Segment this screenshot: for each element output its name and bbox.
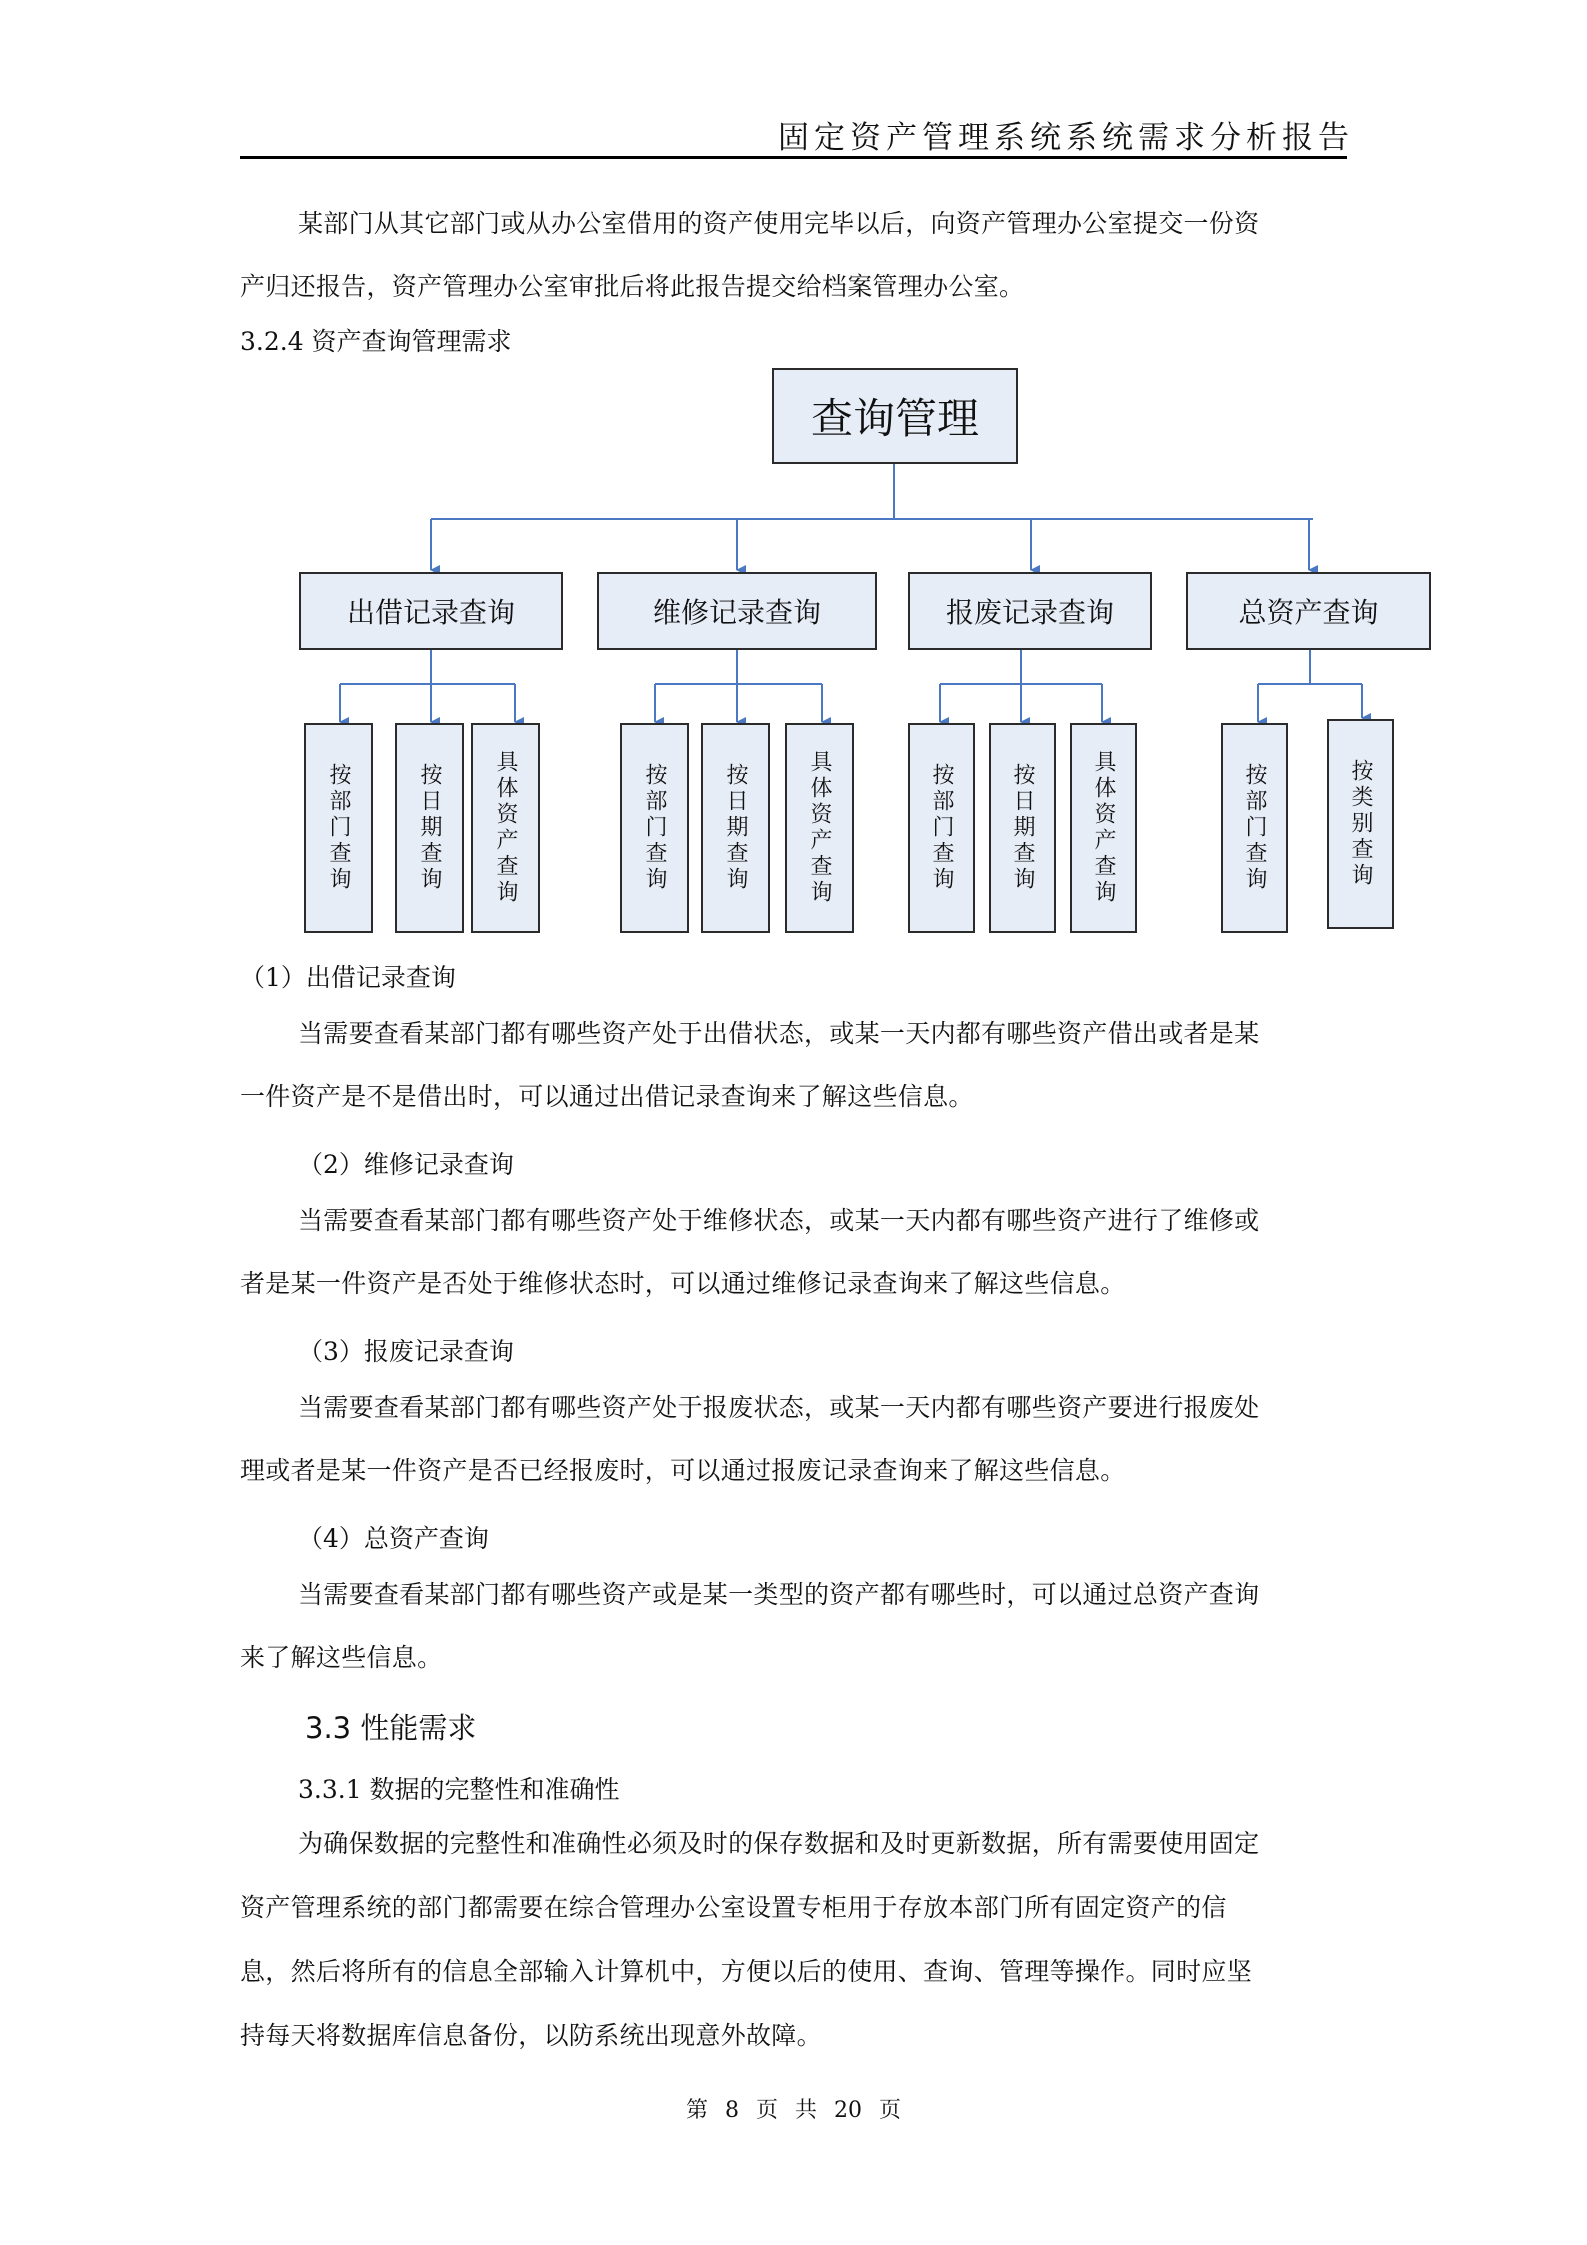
section-3-3-1-line-2: 资产管理系统的部门都需要在综合管理办公室设置专柜用于存放本部门所有固定资产的信 (240, 1893, 1227, 1922)
diagram-node-repair-query: 维修记录查询 (597, 572, 877, 650)
item-total-line-1: 当需要查看某部门都有哪些资产或是某一类型的资产都有哪些时，可以通过总资产查询 (298, 1580, 1260, 1609)
item-heading-total: （4）总资产查询 (298, 1524, 489, 1553)
item-heading-repair: （2）维修记录查询 (298, 1150, 514, 1179)
page-number: 第 8 页 共 20 页 (686, 2098, 901, 2123)
item-scrap-line-2: 理或者是某一件资产是否已经报废时，可以通过报废记录查询来了解这些信息。 (240, 1456, 1126, 1485)
diagram-leaf-by-specific-asset: 具体资产查询 (785, 723, 854, 933)
section-heading-3-2-4: 3.2.4 资产查询管理需求 (240, 327, 512, 356)
diagram-leaf-by-specific-asset: 具体资产查询 (1070, 723, 1137, 933)
diagram-leaf-by-department: 按部门查询 (908, 723, 975, 933)
section-3-3-1-line-4: 持每天将数据库信息备份，以防系统出现意外故障。 (240, 2021, 822, 2050)
item-repair-line-2: 者是某一件资产是否处于维修状态时，可以通过维修记录查询来了解这些信息。 (240, 1269, 1126, 1298)
intro-line-1: 某部门从其它部门或从办公室借用的资产使用完毕以后，向资产管理办公室提交一份资 (298, 209, 1260, 238)
item-heading-scrap: （3）报废记录查询 (298, 1337, 514, 1366)
document-header-title: 固定资产管理系统系统需求分析报告 (778, 120, 1354, 156)
diagram-node-total-asset-query: 总资产查询 (1186, 572, 1431, 650)
item-loan-line-2: 一件资产是不是借出时，可以通过出借记录查询来了解这些信息。 (240, 1082, 974, 1111)
item-repair-line-1: 当需要查看某部门都有哪些资产处于维修状态，或某一天内都有哪些资产进行了维修或 (298, 1206, 1260, 1235)
section-3-3-1-line-1: 为确保数据的完整性和准确性必须及时的保存数据和及时更新数据，所有需要使用固定 (298, 1829, 1260, 1858)
diagram-leaf-by-department: 按部门查询 (620, 723, 689, 933)
diagram-leaf-by-department: 按部门查询 (1221, 723, 1288, 933)
diagram-leaf-by-date: 按日期查询 (701, 723, 770, 933)
diagram-leaf-by-specific-asset: 具体资产查询 (471, 723, 540, 933)
diagram-node-root (772, 368, 1018, 464)
item-total-line-2: 来了解这些信息。 (240, 1643, 443, 1672)
section-heading-3-3-1: 3.3.1 数据的完整性和准确性 (298, 1775, 620, 1804)
item-heading-loan: （1）出借记录查询 (240, 963, 456, 992)
section-3-3-1-line-3: 息，然后将所有的信息全部输入计算机中，方便以后的使用、查询、管理等操作。同时应坚 (240, 1957, 1253, 1986)
diagram-leaf-by-date: 按日期查询 (395, 723, 464, 933)
section-heading-3-3: 3.3 性能需求 (305, 1711, 477, 1745)
diagram-node-loan-query: 出借记录查询 (299, 572, 563, 650)
diagram-node-label: 查询管理 (810, 394, 979, 443)
diagram-node-scrap-query: 报废记录查询 (908, 572, 1152, 650)
item-loan-line-1: 当需要查看某部门都有哪些资产处于出借状态，或某一天内都有哪些资产借出或者是某 (298, 1019, 1260, 1048)
diagram-leaf-by-category: 按类别查询 (1327, 719, 1394, 929)
diagram-leaf-by-department: 按部门查询 (304, 723, 373, 933)
diagram-leaf-by-date: 按日期查询 (989, 723, 1056, 933)
intro-line-2: 产归还报告，资产管理办公室审批后将此报告提交给档案管理办公室。 (240, 272, 1025, 301)
item-scrap-line-1: 当需要查看某部门都有哪些资产处于报废状态，或某一天内都有哪些资产要进行报废处 (298, 1393, 1260, 1422)
